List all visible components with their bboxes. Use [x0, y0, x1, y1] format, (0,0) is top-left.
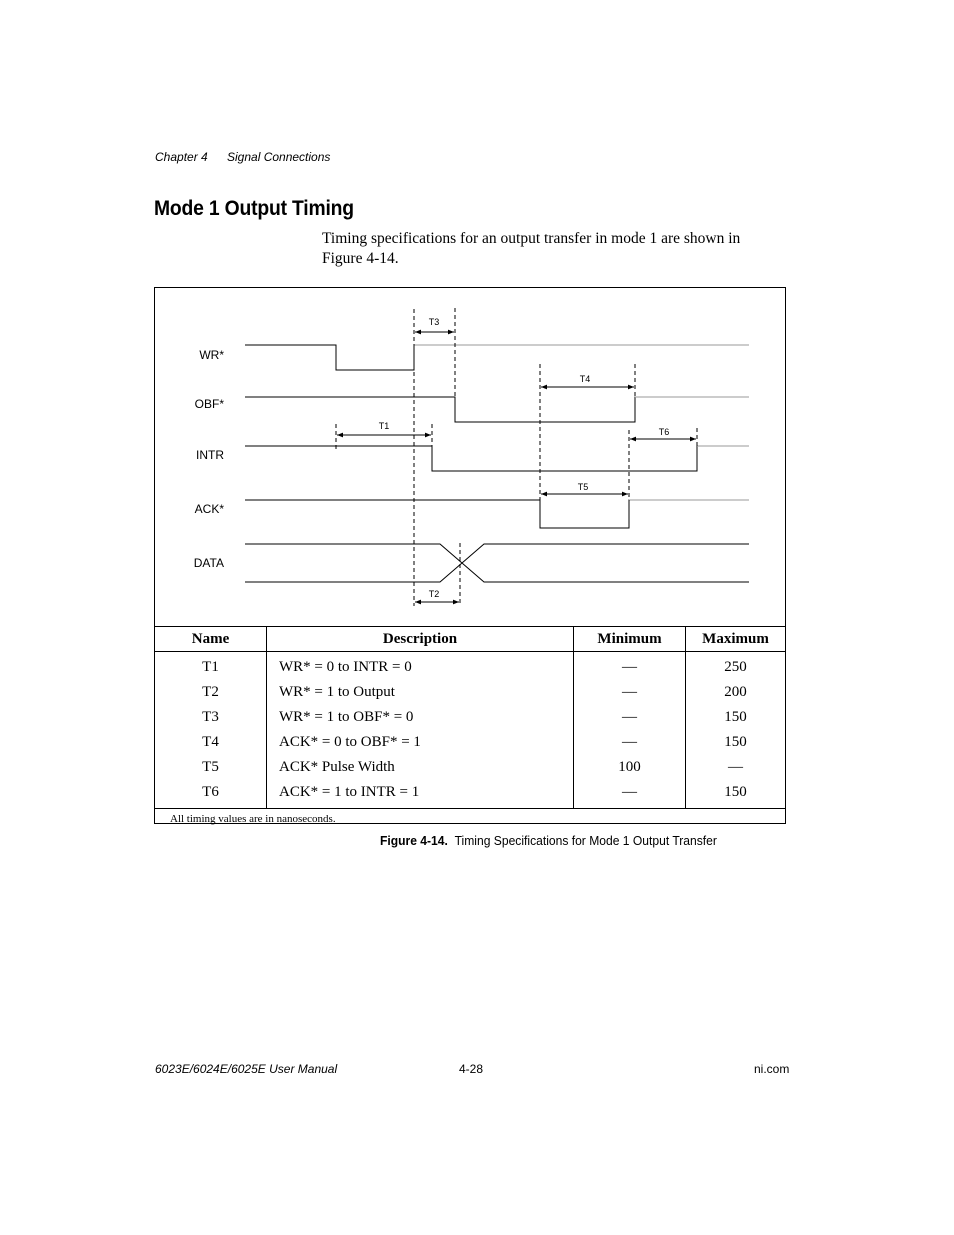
- intr-waveform: [245, 446, 749, 471]
- cell-maximum: 200: [724, 684, 747, 700]
- cell-maximum: —: [728, 759, 743, 775]
- cell-maximum: 150: [724, 784, 747, 800]
- cell-maximum: 150: [724, 734, 747, 750]
- table-row: [155, 780, 785, 809]
- timing-diagram: [155, 288, 785, 628]
- footer-site: ni.com: [754, 1062, 790, 1076]
- chapter-label: Chapter 4: [155, 150, 208, 164]
- table-header-row: [155, 627, 785, 652]
- cell-name: T1: [155, 652, 267, 681]
- signal-label-wr: WR*: [199, 348, 224, 362]
- table-row: [155, 680, 785, 705]
- t1-label: T1: [378, 421, 390, 431]
- cell-minimum: —: [574, 652, 686, 681]
- t6-label: T6: [658, 427, 670, 437]
- table-row: [155, 652, 785, 681]
- col-header-name: Name: [155, 627, 267, 652]
- cell-description: WR* = 1 to OBF* = 0: [267, 705, 574, 730]
- section-label: Signal Connections: [227, 150, 331, 164]
- signal-label-obf: OBF*: [194, 397, 224, 411]
- obf-waveform: [245, 397, 749, 422]
- cell-name: T2: [155, 680, 267, 705]
- cell-minimum: —: [574, 730, 686, 755]
- cell-minimum: —: [574, 705, 686, 730]
- cell-description: ACK* = 1 to INTR = 1: [267, 780, 574, 809]
- caption-label: Figure 4-14.: [380, 833, 448, 848]
- footer-manual-title: 6023E/6024E/6025E User Manual: [155, 1062, 338, 1076]
- t3-label: T3: [428, 317, 440, 327]
- running-header: [155, 150, 331, 164]
- cell-name: T6: [155, 780, 267, 809]
- cell-minimum: 100: [574, 755, 686, 780]
- signal-label-intr: INTR: [196, 448, 224, 462]
- cell-minimum: —: [574, 680, 686, 705]
- table-note-row: [155, 809, 785, 830]
- cell-minimum: —: [574, 780, 686, 809]
- col-header-maximum: Maximum: [686, 627, 786, 652]
- cell-maximum: 150: [724, 709, 747, 725]
- table-row: [155, 755, 785, 780]
- table-row: [155, 730, 785, 755]
- t2-label: T2: [428, 589, 440, 599]
- intro-paragraph: Timing specifications for an output transfer in mode 1 are shown in Figure 4-14.: [322, 230, 741, 267]
- signal-label-data: DATA: [193, 556, 224, 570]
- table-row: [155, 705, 785, 730]
- cell-description: ACK* Pulse Width: [267, 755, 574, 780]
- t4-label: T4: [579, 374, 591, 384]
- figure-caption: [380, 833, 717, 848]
- signal-label-ack: ACK*: [194, 502, 224, 516]
- cell-name: T5: [155, 755, 267, 780]
- wr-waveform: [245, 345, 749, 370]
- cell-description: WR* = 0 to INTR = 0: [267, 652, 574, 681]
- footer-page-number: 4-28: [459, 1062, 484, 1076]
- cell-name: T3: [155, 705, 267, 730]
- col-header-minimum: Minimum: [574, 627, 686, 652]
- figure-box: [154, 287, 786, 824]
- cell-description: WR* = 1 to Output: [267, 680, 574, 705]
- ack-waveform: [245, 500, 749, 528]
- t5-label: T5: [577, 482, 589, 492]
- cell-name: T4: [155, 730, 267, 755]
- section-title: Mode 1 Output Timing: [154, 197, 354, 220]
- table-note: All timing values are in nanoseconds.: [155, 809, 785, 830]
- data-waveform: [245, 544, 749, 582]
- cell-description: ACK* = 0 to OBF* = 1: [267, 730, 574, 755]
- caption-text: Timing Specifications for Mode 1 Output Transfer: [454, 833, 717, 848]
- cell-maximum: 250: [724, 659, 747, 675]
- timing-spec-table: [155, 626, 785, 829]
- col-header-description: Description: [267, 627, 574, 652]
